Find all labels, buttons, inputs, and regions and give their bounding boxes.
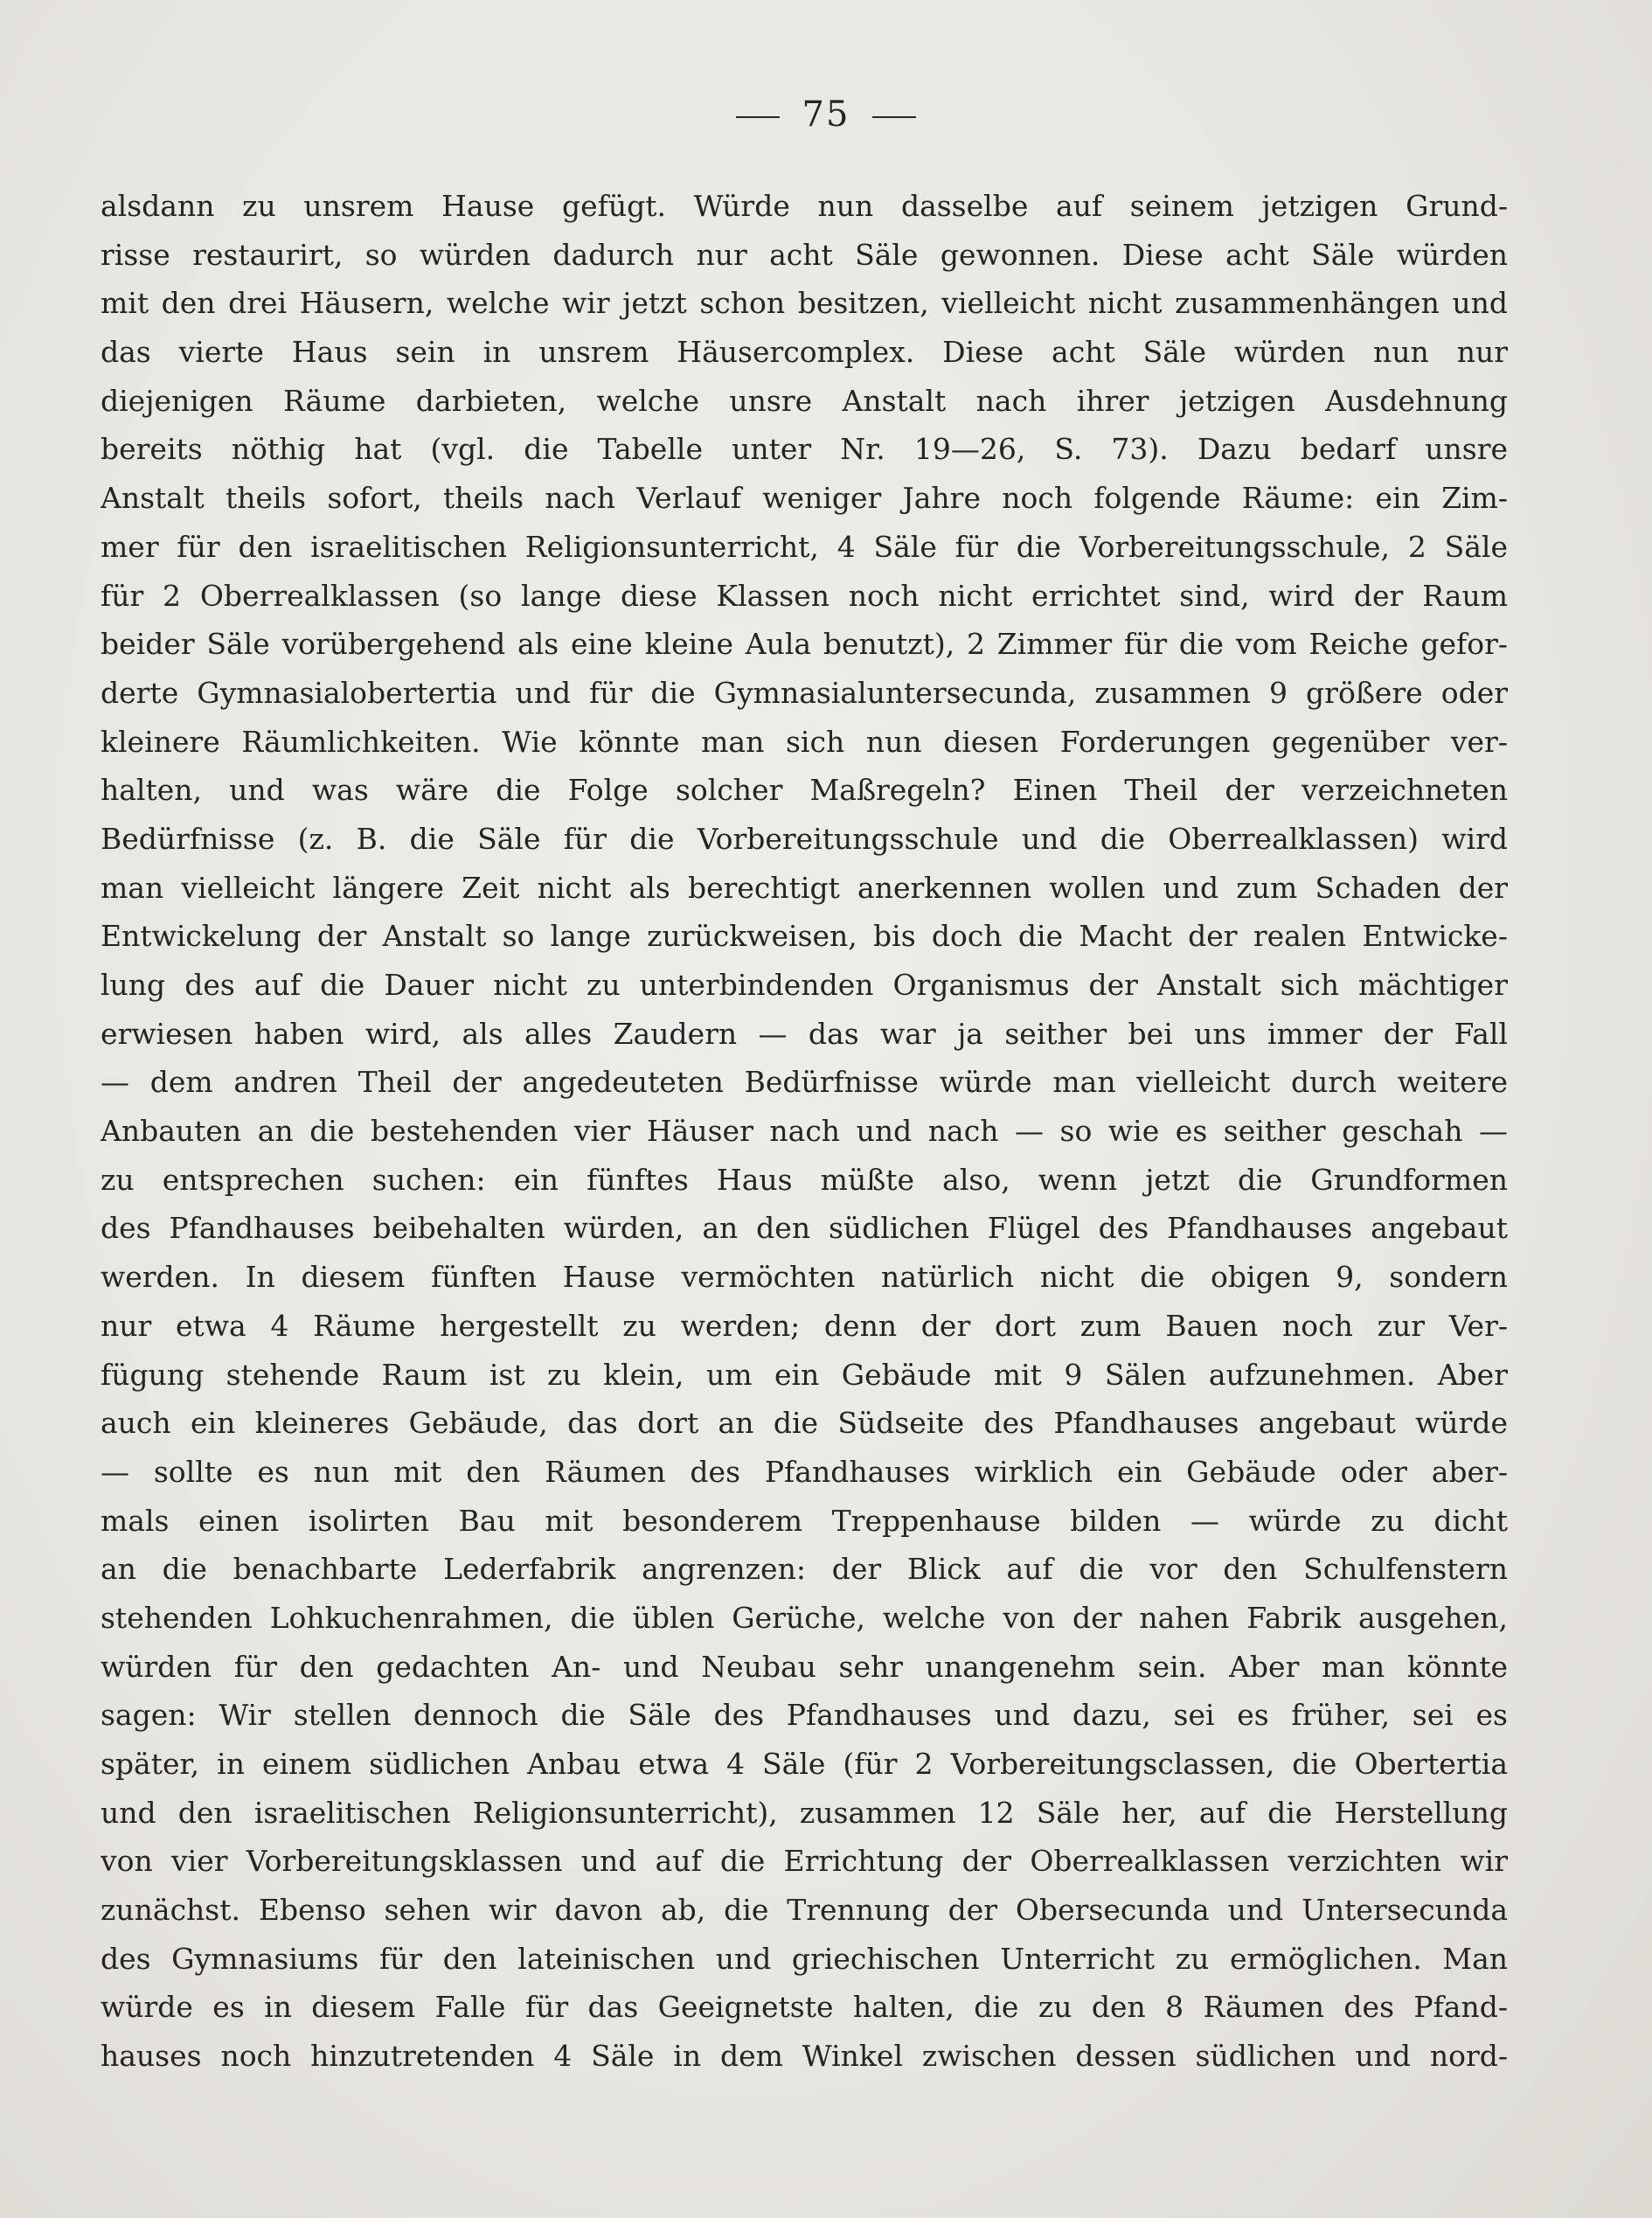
text-line: das vierte Haus sein in unsrem Häusercomplex. Diese acht Säle würden nun nur: [101, 335, 1508, 370]
text-line: beider Säle vorübergehend als eine kleine Aula benutzt), 2 Zimmer für die vom Reiche gefor-: [101, 627, 1508, 662]
text-line: stehenden Lohkuchenrahmen, die üblen Gerüche, welche von der nahen Fabrik ausgehen,: [101, 1600, 1508, 1635]
page-number: 75: [802, 94, 850, 135]
text-line: risse restaurirt, so würden dadurch nur acht Säle gewonnen. Diese acht Säle würden: [101, 237, 1508, 272]
text-line: kleinere Räumlichkeiten. Wie könnte man sich nun diesen Forderungen gegenüber ver-: [101, 724, 1508, 759]
text-line: Bedürfnisse (z. B. die Säle für die Vorbereitungsschule und die Oberrealklassen) wird: [101, 821, 1508, 856]
text-line: — dem andren Theil der angedeuteten Bedürfnisse würde man vielleicht durch weitere: [101, 1065, 1508, 1100]
text-line: von vier Vorbereitungsklassen und auf die Errichtung der Oberrealklassen verzichten wir: [101, 1844, 1508, 1879]
text-line: diejenigen Räume darbieten, welche unsre Anstalt nach ihrer jetzigen Ausdehnung: [101, 383, 1508, 418]
text-line: Anstalt theils sofort, theils nach Verlauf weniger Jahre noch folgende Räume: ein Zim-: [101, 481, 1508, 516]
text-line: an die benachbarte Lederfabrik angrenzen: der Blick auf die vor den Schulfenstern: [101, 1552, 1508, 1587]
body-text: [101, 182, 1508, 2081]
text-line: fügung stehende Raum ist zu klein, um ein Gebäude mit 9 Sälen aufzunehmen. Aber: [101, 1357, 1508, 1392]
text-line: mer für den israelitischen Religionsunterricht, 4 Säle für die Vorbereitungsschule, 2 Säle: [101, 529, 1508, 564]
text-line: Entwickelung der Anstalt so lange zurückweisen, bis doch die Macht der realen Entwicke-: [101, 919, 1508, 954]
text-line: alsdann zu unsrem Hause gefügt. Würde nun dasselbe auf seinem jetzigen Grund-: [101, 189, 1508, 223]
page-number-dash-left: [736, 116, 780, 118]
text-line: nur etwa 4 Räume hergestellt zu werden; denn der dort zum Bauen noch zur Ver-: [101, 1308, 1508, 1343]
page-number-header: [0, 94, 1652, 135]
text-line: zunächst. Ebenso sehen wir davon ab, die Trennung der Obersecunda und Untersecunda: [101, 1893, 1508, 1928]
text-line: — sollte es nun mit den Räumen des Pfandhauses wirklich ein Gebäude oder aber-: [101, 1454, 1508, 1489]
text-line: des Pfandhauses beibehalten würden, an den südlichen Flügel des Pfandhauses angebaut: [101, 1211, 1508, 1246]
page-number-dash-right: [872, 116, 916, 118]
text-line: würden für den gedachten An- und Neubau sehr unangenehm sein. Aber man könnte: [101, 1649, 1508, 1684]
text-line: und den israelitischen Religionsunterricht), zusammen 12 Säle her, auf die Herstellung: [101, 1795, 1508, 1830]
text-line: erwiesen haben wird, als alles Zaudern — das war ja seither bei uns immer der Fall: [101, 1016, 1508, 1051]
text-line: für 2 Oberrealklassen (so lange diese Klassen noch nicht errichtet sind, wird der Raum: [101, 578, 1508, 613]
text-line: sagen: Wir stellen dennoch die Säle des Pfandhauses und dazu, sei es früher, sei es: [101, 1698, 1508, 1733]
text-line: man vielleicht längere Zeit nicht als berechtigt anerkennen wollen und zum Schaden der: [101, 870, 1508, 905]
text-line: werden. In diesem fünften Hause vermöchten natürlich nicht die obigen 9, sondern: [101, 1260, 1508, 1295]
text-line: auch ein kleineres Gebäude, das dort an die Südseite des Pfandhauses angebaut würde: [101, 1406, 1508, 1441]
text-line: bereits nöthig hat (vgl. die Tabelle unter Nr. 19—26, S. 73). Dazu bedarf unsre: [101, 432, 1508, 467]
text-line: lung des auf die Dauer nicht zu unterbindenden Organismus der Anstalt sich mächtiger: [101, 968, 1508, 1002]
text-line: später, in einem südlichen Anbau etwa 4 Säle (für 2 Vorbereitungsclassen, die Obertertia: [101, 1747, 1508, 1781]
text-line: des Gymnasiums für den lateinischen und griechischen Unterricht zu ermöglichen. Man: [101, 1941, 1508, 1976]
text-line: derte Gymnasialobertertia und für die Gymnasialuntersecunda, zusammen 9 größere oder: [101, 675, 1508, 710]
text-line: würde es in diesem Falle für das Geeignetste halten, die zu den 8 Räumen des Pfand-: [101, 1990, 1508, 2025]
text-line: mals einen isolirten Bau mit besonderem Treppenhause bilden — würde zu dicht: [101, 1503, 1508, 1538]
text-line: zu entsprechen suchen: ein fünftes Haus müßte also, wenn jetzt die Grundformen: [101, 1162, 1508, 1197]
text-line: mit den drei Häusern, welche wir jetzt schon besitzen, vielleicht nicht zusammenhängen und: [101, 286, 1508, 321]
text-line: Anbauten an die bestehenden vier Häuser nach und nach — so wie es seither geschah —: [101, 1114, 1508, 1149]
text-line: halten, und was wäre die Folge solcher Maßregeln? Einen Theil der verzeichneten: [101, 773, 1508, 808]
text-line: hauses noch hinzutretenden 4 Säle in dem Winkel zwischen dessen südlichen und nord-: [101, 2039, 1508, 2074]
